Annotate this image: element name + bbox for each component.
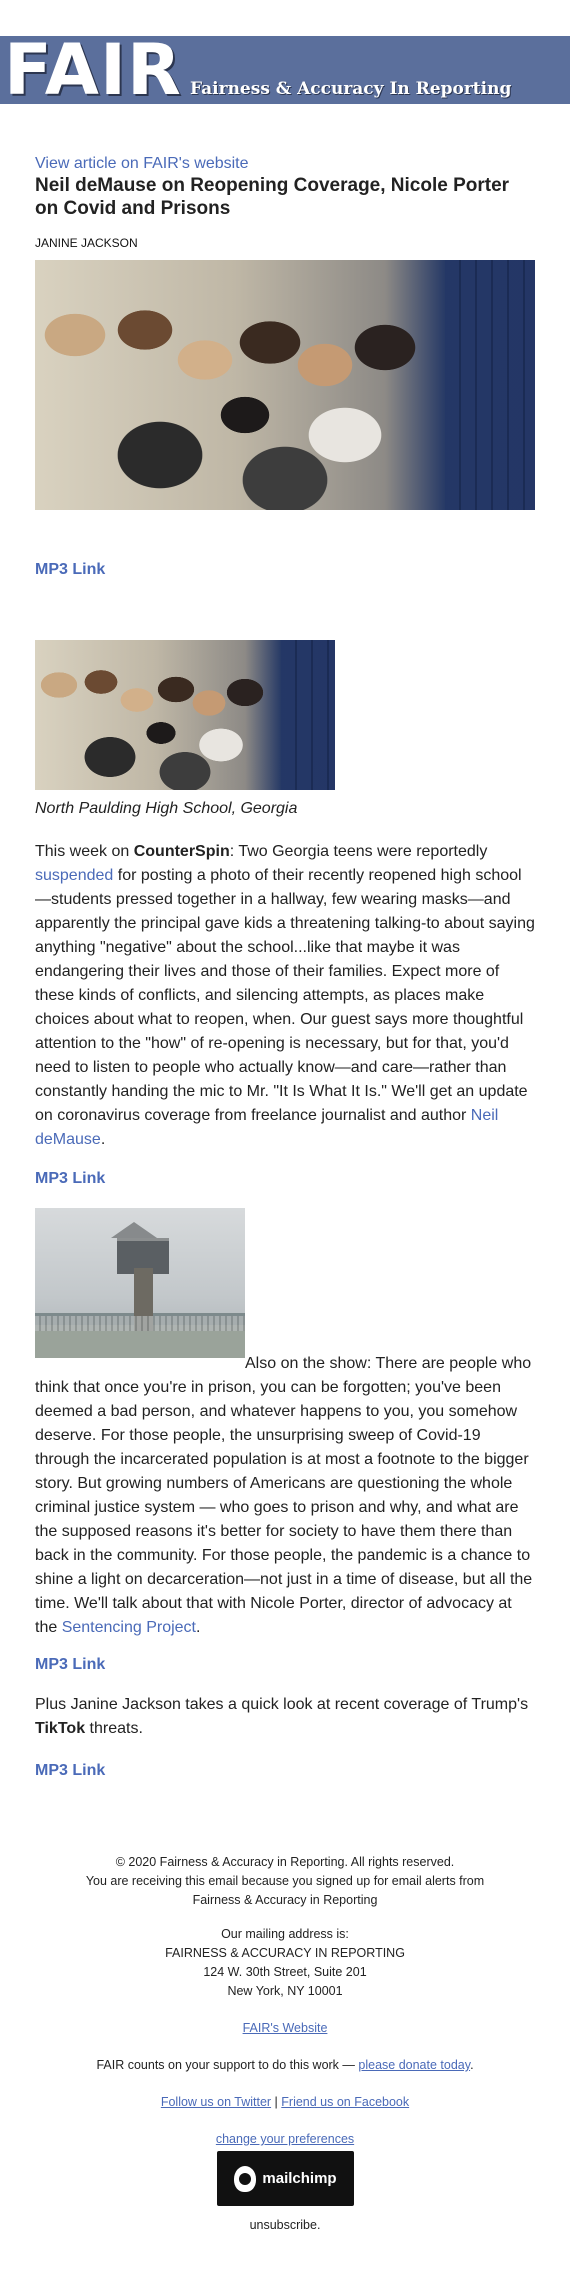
support-end: . <box>470 2058 474 2072</box>
mailchimp-label: mailchimp <box>262 2170 337 2187</box>
article-header <box>35 154 535 220</box>
p1-text-2: : Two Georgia teens were reportedly <box>229 843 488 860</box>
footer-address <box>35 1925 535 2001</box>
org-name: FAIRNESS & ACCURACY IN REPORTING <box>165 1946 405 1960</box>
paragraph-tiktok <box>35 1693 535 1741</box>
sentencing-project-link[interactable]: Sentencing Project <box>61 1619 196 1636</box>
copyright-text: © 2020 Fairness & Accuracy in Reporting. All rights reserved. <box>115 1855 455 1869</box>
mailing-label: Our mailing address is: <box>221 1927 349 1941</box>
mp3-link-4[interactable]: MP3 Link <box>35 1762 106 1779</box>
article-title: Neil deMause on Reopening Coverage, Nicole Porter on Covid and Prisons <box>35 175 510 219</box>
article-byline: JANINE JACKSON <box>35 236 138 250</box>
mp3-link-2[interactable]: MP3 Link <box>35 1170 106 1187</box>
facebook-link[interactable]: Friend us on Facebook <box>281 2095 410 2109</box>
signup-notice-2: Fairness & Accuracy in Reporting <box>192 1893 378 1907</box>
mailchimp-badge[interactable] <box>217 2151 354 2206</box>
preferences-link[interactable]: change your preferences <box>215 2132 355 2146</box>
street-address: 124 W. 30th Street, Suite 201 <box>203 1965 367 1979</box>
suspended-link[interactable]: suspended <box>35 867 114 884</box>
city-address: New York, NY 10001 <box>227 1984 343 1998</box>
prison-tower-photo <box>35 1208 245 1358</box>
paragraph-counterspin <box>35 840 535 1152</box>
prison-fence <box>35 1316 245 1331</box>
photo-caption: North Paulding High School, Georgia <box>35 800 298 817</box>
tiktok-word: TikTok <box>35 1720 86 1737</box>
footer-website <box>35 2019 535 2038</box>
signup-notice-1: You are receiving this email because you signed up for email alerts from <box>85 1874 485 1888</box>
show-name: CounterSpin <box>133 843 230 860</box>
hallway-crowd-photo <box>35 260 535 510</box>
donate-link[interactable]: please donate today <box>358 2058 471 2072</box>
footer-unsubscribe <box>35 2216 535 2235</box>
p3-text-2: threats. <box>85 1720 143 1737</box>
fair-banner <box>0 36 570 104</box>
p1-text-3: for posting a photo of their recently reopened high school—students pressed together in a hallway, few wearing masks—and apparently the principal gave kids a threatening talking-to about saying anything "negative" about the school...like that maybe it was endangering their lives and those of their families. Expect more of these kinds of conflicts, and silencing attempts, as places make choices about what to reopen, when. Our guest says more thoughtful attention to the "how" of re-opening is necessary, but for that, you'd need to listen to people who actually know—and care—rather than constantly handing the mic to Mr. "It Is What It Is." We'll get an update on coronavirus coverage from freelance journalist and author <box>35 867 535 1124</box>
paragraph-prisons <box>35 1352 535 1640</box>
p1-text-4: . <box>100 1131 106 1148</box>
p2-text-2: . <box>196 1619 201 1636</box>
footer-legal <box>35 1853 535 1910</box>
p2-text-1: Also on the show: There are people who think that once you're in prison, you can be forgotten; you've been deemed a bad person, and whatever happens to you, you somehow deserve. For those people, the unsurprising sweep of Covid-19 through the incarcerated population is at most a footnote to the bigger story. But growing numbers of Americans are questioning the whole criminal justice system — who goes to prison and why, and what are the supposed reasons it's better for society to have them there than back in the community. For those people, the pandemic is a chance to shine a light on decarceration—not just in a time of disease, but all the time. We'll talk about that with Nicole Porter, director of advocacy at the <box>35 1355 533 1636</box>
p1-text-1: This week on <box>35 843 134 860</box>
mailchimp-icon <box>234 2166 256 2192</box>
school-hallway-photo <box>35 640 335 790</box>
view-article-link[interactable]: View article on FAIR's website <box>35 155 249 172</box>
footer-preferences <box>35 2130 535 2149</box>
mp3-link-3[interactable]: MP3 Link <box>35 1656 106 1673</box>
tower-roof <box>111 1222 157 1238</box>
social-separator: | <box>271 2095 282 2109</box>
fair-tagline: Fairness & Accuracy In Reporting <box>190 79 512 99</box>
mp3-link-1[interactable]: MP3 Link <box>35 561 106 578</box>
p3-text-1: Plus Janine Jackson takes a quick look at recent coverage of Trump's <box>35 1696 529 1713</box>
fair-logo: FAIR <box>4 36 182 104</box>
footer-support <box>35 2056 535 2075</box>
footer-social <box>35 2093 535 2112</box>
neil-demause-link[interactable]: Neil deMause <box>35 1107 499 1148</box>
unsubscribe-link[interactable]: unsubscribe. <box>249 2218 321 2232</box>
twitter-link[interactable]: Follow us on Twitter <box>160 2095 272 2109</box>
fair-website-link[interactable]: FAIR's Website <box>242 2021 328 2035</box>
support-text: FAIR counts on your support to do this work — <box>96 2058 359 2072</box>
